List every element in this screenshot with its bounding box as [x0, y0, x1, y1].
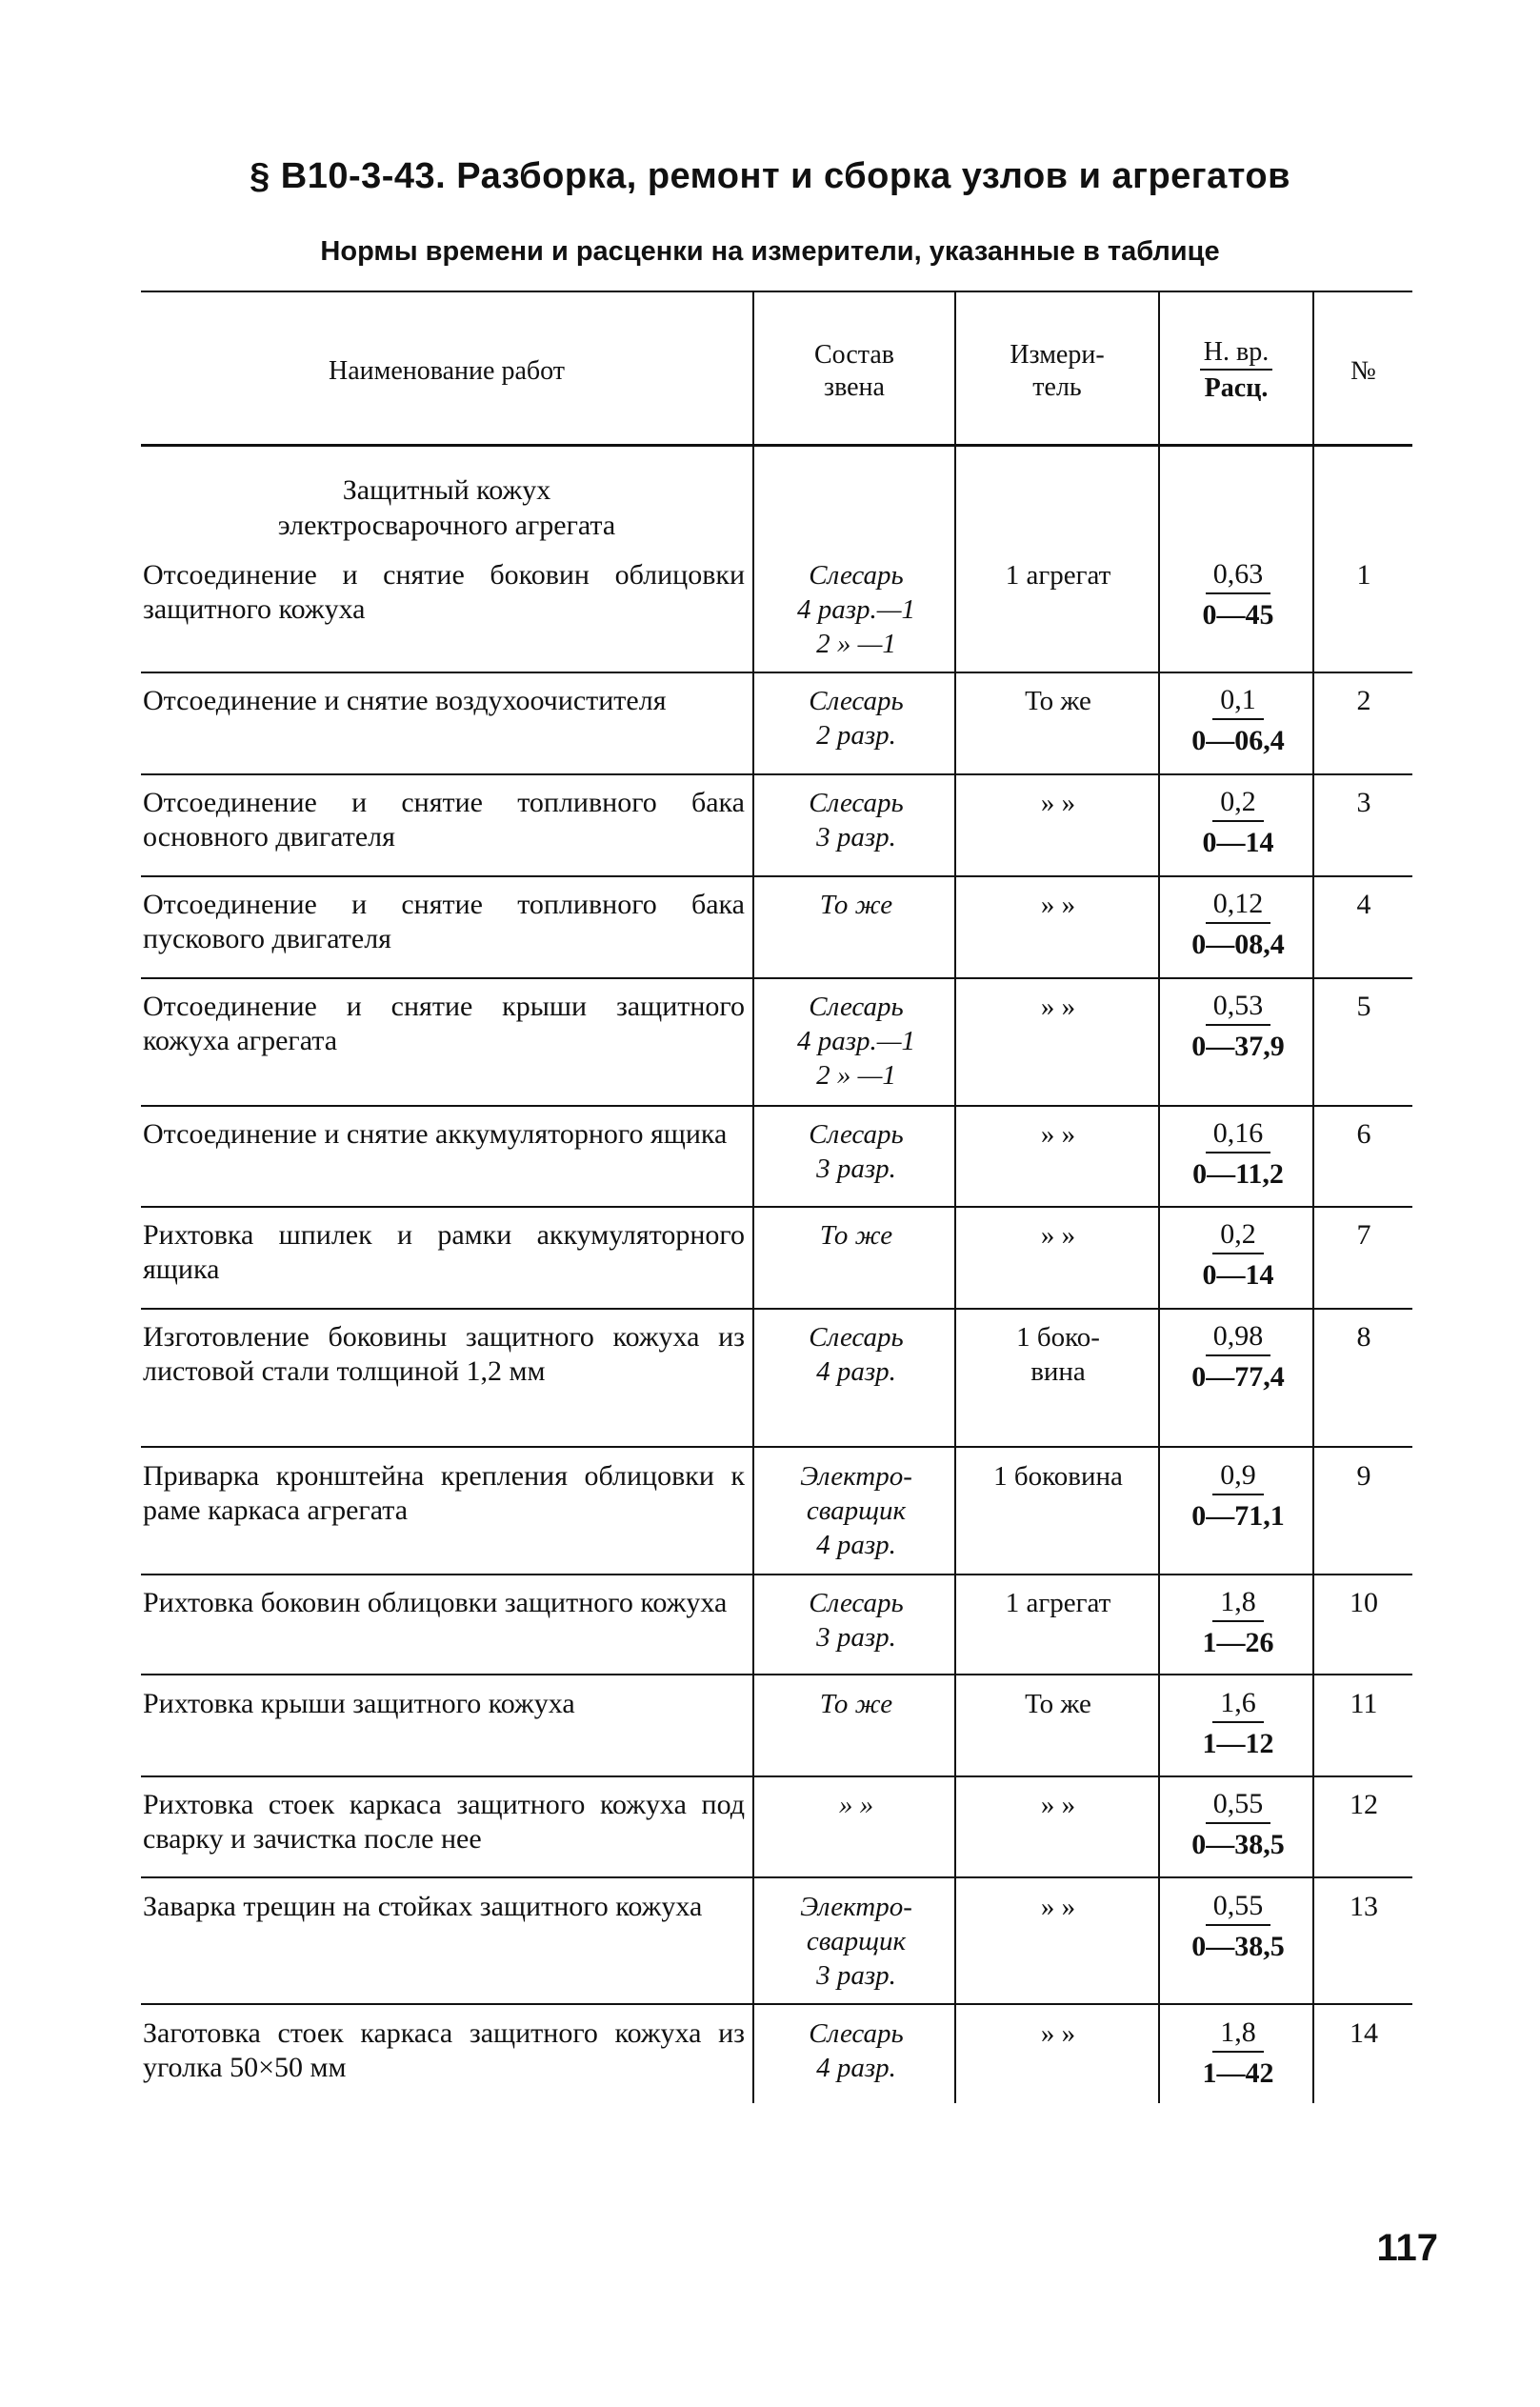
row-number: 8: [1356, 1321, 1371, 1353]
norm-cell: 0,12 0—08,4: [1191, 888, 1285, 960]
row-separator: [141, 1574, 1412, 1575]
work-description: Приварка кронштейна крепления облицовки к раме каркаса агрегата: [143, 1460, 745, 1526]
header-unit: Измери- тель: [1010, 339, 1105, 402]
unit-cell: 1 боко- вина: [1016, 1322, 1100, 1387]
unit-cell: » »: [1040, 1892, 1076, 1922]
row-number: 2: [1356, 685, 1371, 716]
work-description: Рихтовка стоек каркаса защитного кожуха под сварку и зачистка после нее: [143, 1789, 745, 1855]
header-number: №: [1350, 355, 1376, 386]
row-separator: [141, 672, 1412, 673]
row-number: 14: [1350, 2017, 1378, 2049]
unit-cell: » »: [1040, 1790, 1076, 1820]
unit-cell: 1 агрегат: [1005, 1588, 1111, 1618]
row-number: 10: [1350, 1587, 1378, 1618]
table-subtitle: Нормы времени и расценки на измерители, указанные в таблице: [320, 236, 1220, 267]
norm-cell: 0,9 0—71,1: [1191, 1459, 1285, 1532]
row-separator: [141, 773, 1412, 775]
row-separator: [141, 1674, 1412, 1675]
unit-cell: » »: [1040, 788, 1076, 818]
crew-cell: Слесарь 3 разр.: [809, 1588, 904, 1653]
unit-cell: То же: [1025, 1689, 1091, 1719]
crew-cell: Слесарь 4 разр.: [809, 2018, 904, 2083]
norm-cell: 0,1 0—06,4: [1191, 684, 1285, 756]
crew-cell: Слесарь 2 разр.: [809, 686, 904, 751]
crew-cell: Слесарь 3 разр.: [809, 1119, 904, 1184]
section-title: § В10-3-43. Разборка, ремонт и сборка узлов и агрегатов: [250, 156, 1290, 196]
row-number: 3: [1356, 787, 1371, 818]
norm-cell: 0,55 0—38,5: [1191, 1890, 1285, 1962]
table-top-rule: [141, 291, 1412, 292]
row-separator: [141, 1105, 1412, 1107]
header-crew: Состав звена: [813, 339, 895, 402]
work-description: Отсоединение и снятие топливного бака основного двигателя: [143, 787, 745, 852]
crew-cell: Слесарь 4 разр.—1 2 » —1: [796, 560, 916, 659]
row-number: 6: [1356, 1118, 1371, 1150]
col-divider: [752, 291, 754, 2103]
norm-cell: 1,8 1—42: [1202, 2016, 1274, 2089]
crew-cell: Слесарь 3 разр.: [809, 788, 904, 852]
unit-cell: 1 боковина: [993, 1461, 1123, 1492]
work-description: Отсоединение и снятие боковин облицовки защитного кожуха: [143, 559, 745, 625]
work-description: Отсоединение и снятие крыши защитного кожуха агрегата: [143, 991, 745, 1056]
norm-cell: 0,2 0—14: [1202, 786, 1274, 858]
work-description: Рихтовка крыши защитного кожуха: [143, 1688, 575, 1719]
work-description: Заготовка стоек каркаса защитного кожуха из уголка 50×50 мм: [143, 2017, 745, 2083]
norm-cell: 0,2 0—14: [1202, 1218, 1274, 1291]
row-separator: [141, 1876, 1412, 1878]
row-number: 4: [1356, 889, 1371, 920]
row-separator: [141, 875, 1412, 877]
crew-cell: » »: [838, 1790, 874, 1820]
crew-cell: То же: [819, 890, 893, 920]
page-number: 117: [1376, 2227, 1438, 2269]
unit-cell: » »: [1040, 992, 1076, 1022]
row-number: 5: [1356, 991, 1371, 1022]
group-heading: Защитный кожух электросварочного агрегата: [277, 474, 616, 541]
row-number: 7: [1356, 1219, 1371, 1251]
unit-cell: » »: [1040, 1119, 1076, 1150]
work-description: Изготовление боковины защитного кожуха из листовой стали толщиной 1,2 мм: [143, 1321, 745, 1387]
work-description: Заварка трещин на стойках защитного кожуха: [143, 1891, 703, 1922]
row-separator: [141, 1206, 1412, 1208]
header-work-name: Наименование работ: [329, 355, 565, 386]
work-description: Рихтовка шпилек и рамки аккумуляторного ящика: [143, 1219, 745, 1285]
crew-cell: Электро- сварщик 4 разр.: [800, 1461, 912, 1560]
row-number: 12: [1350, 1789, 1378, 1820]
row-separator: [141, 1446, 1412, 1448]
unit-cell: » »: [1040, 2018, 1076, 2049]
row-separator: [141, 1775, 1412, 1777]
norm-cell: 0,55 0—38,5: [1191, 1788, 1285, 1860]
crew-cell: Электро- сварщик 3 разр.: [800, 1892, 912, 1991]
norm-cell: 0,16 0—11,2: [1192, 1117, 1284, 1190]
work-description: Отсоединение и снятие воздухоочистителя: [143, 685, 667, 716]
norm-cell: 0,98 0—77,4: [1191, 1320, 1285, 1393]
work-description: Отсоединение и снятие топливного бака пускового двигателя: [143, 889, 745, 954]
header-norm: Н. вр. Расц.: [1160, 297, 1312, 445]
row-separator: [141, 977, 1412, 979]
norm-cell: 0,53 0—37,9: [1191, 990, 1285, 1062]
norm-cell: 1,8 1—26: [1202, 1586, 1274, 1658]
row-number: 13: [1350, 1891, 1378, 1922]
unit-cell: » »: [1040, 1220, 1076, 1251]
row-separator: [141, 2003, 1412, 2005]
row-number: 1: [1356, 559, 1371, 591]
row-number: 9: [1356, 1460, 1371, 1492]
unit-cell: 1 агрегат: [1005, 560, 1111, 591]
crew-cell: То же: [819, 1220, 893, 1251]
work-description: Рихтовка боковин облицовки защитного кожуха: [143, 1587, 728, 1618]
unit-cell: То же: [1025, 686, 1091, 716]
row-number: 11: [1350, 1688, 1378, 1719]
work-description: Отсоединение и снятие аккумуляторного ящика: [143, 1118, 728, 1150]
unit-cell: » »: [1040, 890, 1076, 920]
norm-cell: 0,63 0—45: [1202, 558, 1274, 631]
crew-cell: То же: [819, 1689, 893, 1719]
row-separator: [141, 1308, 1412, 1310]
norm-cell: 1,6 1—12: [1202, 1687, 1274, 1759]
crew-cell: Слесарь 4 разр.: [809, 1322, 904, 1387]
crew-cell: Слесарь 4 разр.—1 2 » —1: [796, 992, 916, 1091]
